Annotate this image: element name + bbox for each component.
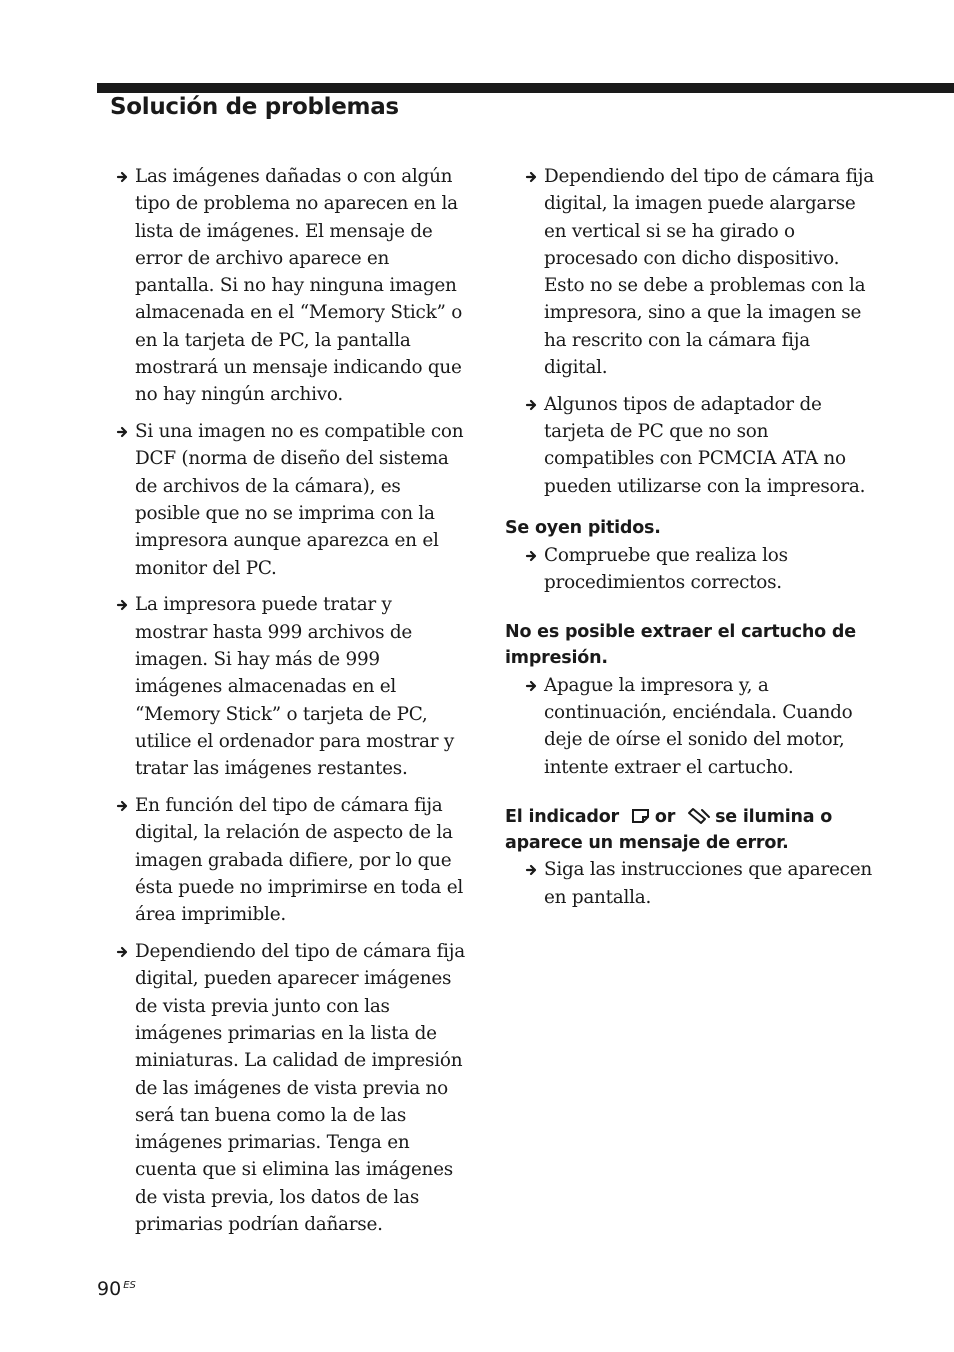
page-title: Solución de problemas bbox=[110, 94, 399, 120]
arrow-right-icon bbox=[524, 398, 538, 412]
arrow-right-icon bbox=[524, 863, 538, 877]
heading-part-1: El indicador bbox=[505, 806, 619, 827]
list-item bbox=[113, 938, 469, 1238]
left-column bbox=[113, 163, 469, 1248]
right-column bbox=[505, 163, 877, 920]
list-item-text: Compruebe que realiza los procedimientos correctos. bbox=[544, 544, 788, 594]
list-item bbox=[522, 672, 877, 781]
page-number bbox=[97, 1278, 136, 1300]
heading-or: or bbox=[654, 806, 676, 827]
section-heading-cartridge: No es posible extraer el cartucho de impresión. bbox=[505, 622, 856, 669]
list-item bbox=[522, 163, 877, 381]
list-item-text: Dependiendo del tipo de cámara fija digital, pueden aparecer imágenes de vista previa junto con las imágenes primarias en la lista de miniaturas. La calidad de impresión de las imágenes de vista previa no será tan buena como la de las imágenes primarias. Tenga en cuenta que si elimina las imágenes de vista previa, los datos de las primarias podrían dañarse. bbox=[135, 941, 465, 1235]
list-item bbox=[113, 418, 469, 582]
arrow-right-icon bbox=[115, 799, 129, 813]
list-item bbox=[522, 856, 877, 911]
list-item-text: Algunos tipos de adaptador de tarjeta de PC que no son compatibles con PCMCIA ATA no pueden utilizarse con la impresora. bbox=[544, 393, 866, 497]
list-item bbox=[113, 792, 469, 928]
top-rule bbox=[97, 83, 954, 93]
list-item-text: La impresora puede tratar y mostrar hasta 999 archivos de imagen. Si hay más de 999 imágenes almacenadas en el “Memory Stick” o tarjeta de PC, utilice el ordenador para mostrar y tratar las imágenes restantes. bbox=[135, 594, 455, 780]
list-item-text: En función del tipo de cámara fija digital, la relación de aspecto de la imagen grabada difiere, por lo que ésta puede no imprimirse en toda el área imprimible. bbox=[135, 795, 463, 926]
list-item-text: Si una imagen no es compatible con DCF (norma de diseño del sistema de archivos de la cámara), es posible que no se imprima con la impresora aunque aparezca en el monitor del PC. bbox=[135, 421, 464, 579]
heading-part-2: se ilumina o aparece un mensaje de error. bbox=[505, 806, 833, 853]
arrow-right-icon bbox=[524, 170, 538, 184]
section-heading-beeps: Se oyen pitidos. bbox=[505, 518, 661, 539]
arrow-right-icon bbox=[115, 425, 129, 439]
list-item-text: Las imágenes dañadas o con algún tipo de problema no aparecen en la lista de imágenes. El mensaje de error de archivo aparece en pantalla. Si no hay ninguna imagen almacenada en el “Memory Stick” o en la tarjeta de PC, la pantalla mostrará un mensaje indicando que no hay ningún archivo. bbox=[135, 166, 463, 406]
arrow-right-icon bbox=[524, 549, 538, 563]
arrow-right-icon bbox=[115, 945, 129, 959]
page-number-value: 90 bbox=[97, 1278, 122, 1300]
arrow-right-icon bbox=[115, 598, 129, 612]
paper-tray-icon bbox=[631, 807, 651, 825]
section-heading-indicator bbox=[505, 805, 877, 856]
list-item-text: Siga las instrucciones que aparecen en pantalla. bbox=[544, 859, 872, 908]
list-item bbox=[522, 542, 877, 597]
list-item bbox=[522, 391, 877, 500]
list-item bbox=[113, 163, 469, 409]
list-item bbox=[113, 591, 469, 782]
page-language: ES bbox=[123, 1280, 136, 1291]
arrow-right-icon bbox=[524, 679, 538, 693]
arrow-right-icon bbox=[115, 170, 129, 184]
list-item-text: Dependiendo del tipo de cámara fija digital, la imagen puede alargarse en vertical si se ha girado o procesado con dicho dispositivo. Esto no se debe a problemas con la impresora, sino a que la imagen se ha rescrito con la cámara fija digital. bbox=[544, 166, 874, 379]
ink-cartridge-icon bbox=[687, 807, 711, 825]
list-item-text: Apague la impresora y, a continuación, enciéndala. Cuando deje de oírse el sonido del motor, intente extraer el cartucho. bbox=[544, 674, 853, 778]
